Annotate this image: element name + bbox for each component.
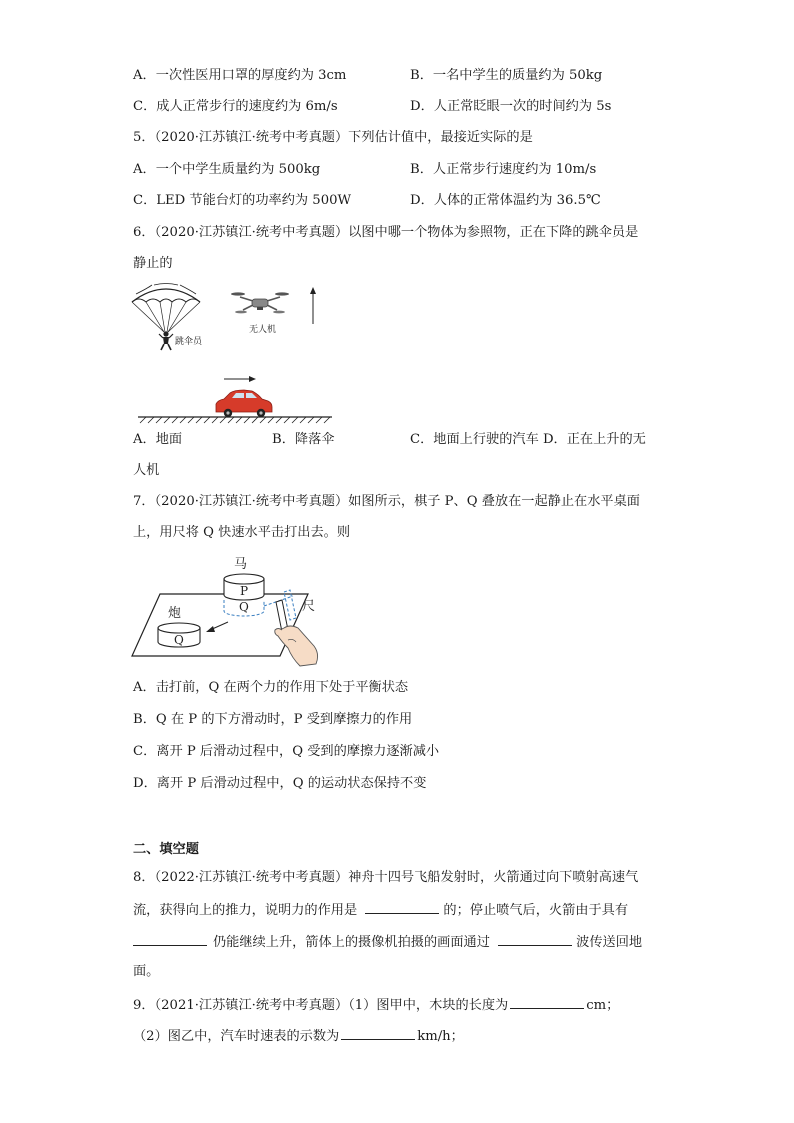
q8-line3 [133,931,642,953]
piece-p-label: P [240,584,249,598]
q5-option-c: C．LED 节能台灯的功率约为 500W [133,193,352,208]
q7-figure [128,550,328,670]
q5-option-b: B．人正常步行速度约为 10m/s [410,162,597,177]
q4-option-a: A．一次性医用口罩的厚度约为 3cm [133,68,347,83]
q9-line2-text-a: （2）图乙中，汽车时速表的示数为 [133,1029,340,1044]
q8-line3-text-a: 仍能继续上升，箭体上的摄像机拍摄的画面通过 [213,935,490,950]
q8-line4: 面。 [133,964,160,979]
q7-option-c: C．离开 P 后滑动过程中，Q 受到的摩擦力逐渐减小 [133,744,440,759]
car-icon [216,390,272,417]
q4-option-b: B．一名中学生的质量约为 50kg [410,68,603,83]
label-ma: 马 [234,557,248,572]
drone-icon [231,292,289,313]
q7-stem-line2: 上，用尺将 Q 快速水平击打出去。则 [133,525,351,540]
q6-option-c-continued: 人机 [133,463,160,478]
q7-option-d: D．离开 P 后滑动过程中，Q 的运动状态保持不变 [133,776,427,791]
q6-stem-line2: 静止的 [133,256,173,271]
q6-stem-line1: 6．（2020·江苏镇江·统考中考真题）以图中哪一个物体为参照物，正在下降的跳伞员是 [133,225,639,240]
q9-line1 [133,994,619,1016]
parachute-icon [132,284,200,333]
q7-option-a: A．击打前，Q 在两个力的作用下处于平衡状态 [133,680,409,695]
q8-line2-text-b: 的；停止喷气后，火箭由于具有 [443,903,629,918]
right-arrow-icon [224,376,256,382]
parachutist-label: 跳伞员 [175,337,203,347]
q7-stem-line1: 7．（2020·江苏镇江·统考中考真题）如图所示，棋子 P、Q 叠放在一起静止在水平桌面 [133,494,640,509]
q6-option-a: A．地面 [133,432,183,447]
q9-line2-text-b: km/h； [417,1029,464,1044]
ground [138,417,332,423]
q8-line1: 8．（2022·江苏镇江·统考中考真题）神舟十四号飞船发射时，火箭通过向下喷射高速气 [133,870,639,885]
q8-blank-3[interactable] [498,931,572,946]
q8-line3-text-b: 波传送回地 [576,935,643,950]
piece-q-label-moved: Q [174,633,184,647]
q9-line1-text-b: cm； [586,998,620,1013]
q5-stem: 5．（2020·江苏镇江·统考中考真题）下列估计值中，最接近实际的是 [133,130,533,145]
piece-q-label-original: Q [239,600,249,614]
label-ruler: 尺 [302,599,316,614]
q9-line1-text-a: 9．（2021·江苏镇江·统考中考真题）（1）图甲中，木块的长度为 [133,998,509,1013]
q9-line2 [133,1025,464,1047]
q8-line2 [133,899,628,921]
q5-option-a: A．一个中学生质量约为 500kg [133,162,321,177]
q5-option-d: D．人体的正常体温约为 36.5℃ [410,193,601,208]
q9-blank-1[interactable] [510,994,584,1009]
q6-option-b: B．降落伞 [272,432,335,447]
section-title: 二、填空题 [133,842,199,857]
parachutist-icon [159,331,173,350]
q7-option-b: B．Q 在 P 的下方滑动时，P 受到摩擦力的作用 [133,712,413,727]
label-pao: 炮 [168,606,182,621]
up-arrow-icon [310,287,316,324]
q8-blank-2[interactable] [133,931,207,946]
q8-blank-1[interactable] [365,899,439,914]
hand-icon [275,626,318,666]
q8-line2-text-a: 流，获得向上的推力，说明力的作用是 [133,903,358,918]
q4-option-c: C．成人正常步行的速度约为 6m/s [133,99,338,114]
direction-arrow-icon [206,622,228,632]
q4-option-d: D．人正常眨眼一次的时间约为 5s [410,99,612,114]
q6-figure [128,280,338,425]
q9-blank-2[interactable] [341,1025,415,1040]
q6-option-c: C．地面上行驶的汽车 D．正在上升的无 [410,432,646,447]
drone-label: 无人机 [249,325,277,335]
